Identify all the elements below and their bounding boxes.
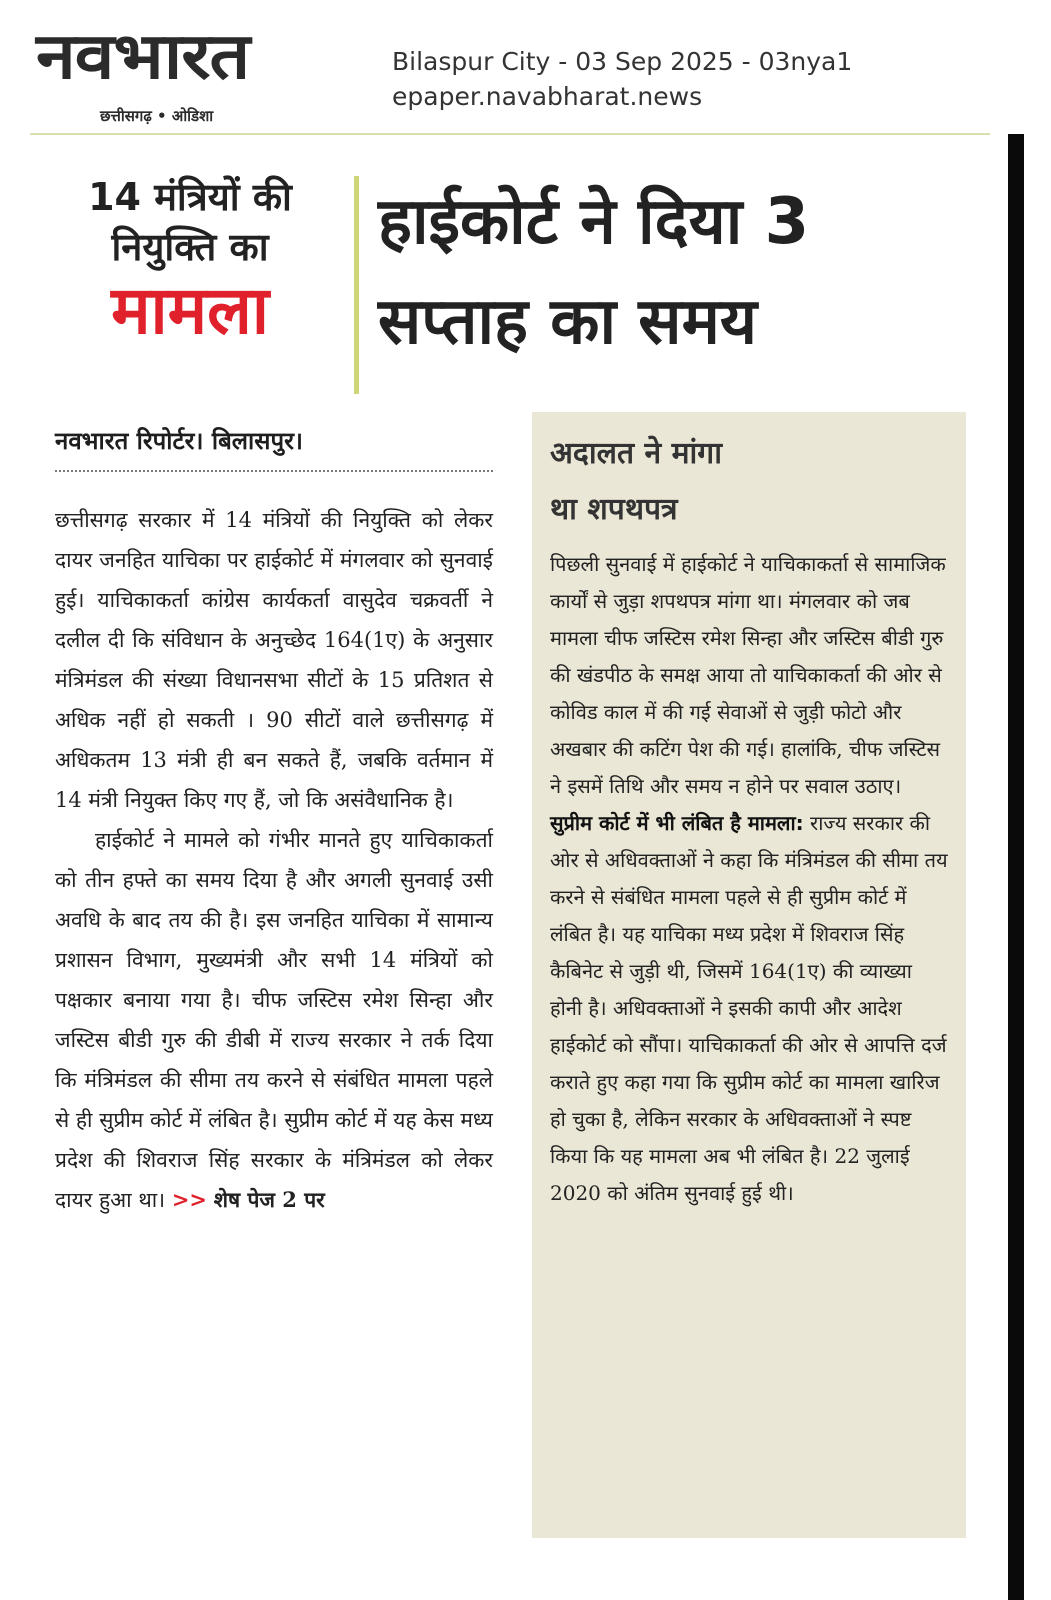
sidebar-title-line-2: था शपथपत्र — [550, 492, 678, 527]
kicker-line-1: 14 मंत्रियों की — [88, 175, 292, 219]
headline-divider — [354, 176, 359, 394]
sidebar-paragraph: पिछली सुनवाई में हाईकोर्ट ने याचिकाकर्ता से सामाजिक कार्यों से जुड़ा शपथपत्र मांगा था। मंगलवार को जब मामला चीफ जस्टिस रमेश सिन्हा और जस्टिस बीडी गुरु की खंडपीठ के समक्ष आया तो याचिकाकर्ता की ओर से कोविड काल में की गई सेवाओं से जुड़ी फोटो और अखबार की कटिंग पेश की गई। हालांकि, चीफ जस्टिस ने इसमें तिथि और समय न होने पर सवाल उठाए। — [550, 552, 946, 798]
kicker-highlight: मामला — [111, 272, 269, 349]
main-headline — [378, 172, 983, 372]
headline-line-1: हाईकोर्ट ने दिया 3 — [378, 185, 810, 259]
headline-line-2: सप्ताह का समय — [378, 285, 757, 359]
sidebar-paragraph — [550, 805, 950, 1212]
sidebar-box — [532, 412, 966, 1538]
logo-region-tagline: छत्तीसगढ़ • ओडिशा — [100, 107, 214, 125]
edition-line: Bilaspur City - 03 Sep 2025 - 03nya1 — [392, 47, 853, 76]
newspaper-logo — [30, 20, 365, 131]
article-body — [55, 500, 493, 1220]
article-paragraph — [55, 820, 493, 1220]
page-edge-bar — [1008, 134, 1024, 1600]
sidebar-body — [550, 546, 950, 1212]
logo-wordmark: नवभारत — [36, 20, 250, 94]
masthead — [30, 20, 990, 136]
byline-divider — [55, 470, 493, 472]
site-url: epaper.navabharat.news — [392, 82, 703, 111]
continued-arrow-icon: >> — [171, 1187, 208, 1212]
sidebar-title — [550, 426, 950, 538]
masthead-divider — [30, 133, 990, 135]
edition-info — [392, 44, 852, 114]
article-paragraph: छत्तीसगढ़ सरकार में 14 मंत्रियों की नियुक्ति को लेकर दायर जनहित याचिका पर हाईकोर्ट में मंगलवार को सुनवाई हुई। याचिकाकर्ता कांग्रेस कार्यकर्ता वासुदेव चक्रवर्ती ने दलील दी कि संविधान के अनुच्छेद 164(1ए) के अनुसार मंत्रिमंडल की संख्या विधानसभा सीटों के 15 प्रतिशत से अधिक नहीं हो सकती । 90 सीटों वाले छत्तीसगढ़ में अधिकतम 13 मंत्री ही बन सकते हैं, जबकि वर्तमान में 14 मंत्री नियुक्त किए गए हैं, जो कि असंवैधानिक है। — [55, 508, 493, 812]
continued-on-page: शेष पेज 2 पर — [213, 1187, 325, 1212]
kicker-line-2: नियुक्ति का — [111, 225, 269, 269]
byline: नवभारत रिपोर्टर। बिलासपुर। — [55, 427, 304, 455]
sidebar-paragraph-text: राज्य सरकार की ओर से अधिवक्ताओं ने कहा कि मंत्रिमंडल की सीमा तय करने से संबंधित मामला पहले से ही सुप्रीम कोर्ट में लंबित है। यह याचिका मध्य प्रदेश में शिवराज सिंह कैबिनेट से जुड़ी थी, जिसमें 164(1ए) की व्याख्या होनी है। अधिवक्ताओं ने इसकी कापी और आदेश हाईकोर्ट को सौंपा। याचिकाकर्ता की ओर से आपत्ति दर्ज कराते हुए कहा गया कि सुप्रीम कोर्ट का मामला खारिज हो चुका है, लेकिन सरकार के अधिवक्ताओं ने स्पष्ट किया कि यह मामला अब भी लंबित है। 22 जुलाई 2020 को अंतिम सुनवाई हुई थी। — [550, 811, 948, 1205]
article-paragraph-text: हाईकोर्ट ने मामले को गंभीर मानते हुए याचिकाकर्ता को तीन हफ्ते का समय दिया है और अगली सुनवाई उसी अवधि के बाद तय की है। इस जनहित याचिका में सामान्य प्रशासन विभाग, मुख्यमंत्री और सभी 14 मंत्रियों को पक्षकार बनाया गया है। चीफ जस्टिस रमेश सिन्हा और जस्टिस बीडी गुरु की डीबी में राज्य सरकार ने तर्क दिया कि मंत्रिमंडल की सीमा तय करने से संबंधित मामला पहले से ही सुप्रीम कोर्ट में लंबित है। सुप्रीम कोर्ट में यह केस मध्य प्रदेश की शिवराज सिंह सरकार के मंत्रिमंडल को लेकर दायर हुआ था। — [55, 828, 493, 1212]
headline-kicker — [40, 172, 340, 350]
sidebar-subhead: सुप्रीम कोर्ट में भी लंबित है मामला: — [550, 811, 804, 835]
sidebar-title-line-1: अदालत ने मांगा — [550, 436, 722, 471]
